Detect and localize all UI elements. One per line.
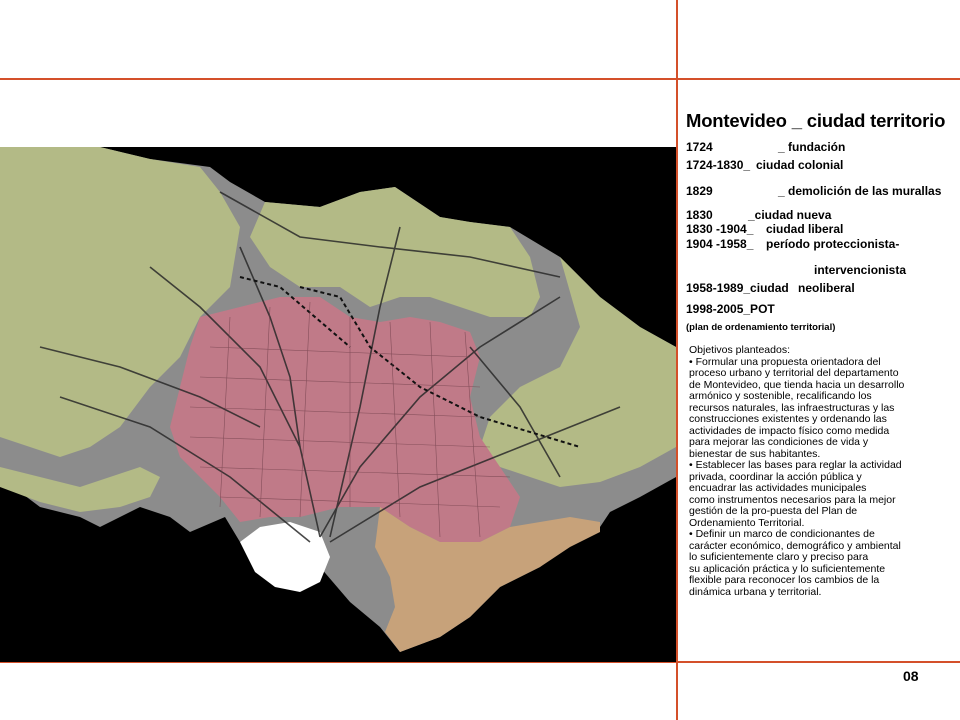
objectives-line: encuadrar las actividades municipales (689, 482, 867, 494)
timeline-entry (686, 184, 941, 198)
timeline-entry (814, 263, 906, 277)
objectives-line: construcciones existentes y ordenando las (689, 413, 887, 425)
timeline-year: 1904 -1958_ (686, 237, 754, 251)
timeline-year: 1998-2005_POT (686, 302, 775, 316)
timeline-event: _ demolición de las murallas (778, 184, 942, 198)
timeline-year: 1958-1989_ciudad (686, 281, 789, 295)
objectives-line: proceso urbano y territorial del departamento (689, 367, 899, 379)
timeline-event: intervencionista (814, 263, 907, 277)
objectives-line: • Formular una propuesta orientadora del (689, 355, 881, 368)
timeline-event: _ fundación (778, 140, 846, 154)
timeline-entry (686, 237, 899, 251)
top-rule (0, 78, 960, 80)
timeline-year: 1830 -1904_ (686, 222, 754, 236)
timeline-entry (686, 302, 775, 316)
timeline-event: _ciudad nueva (748, 208, 832, 222)
objectives-line: • Definir un marco de condicionantes de (689, 528, 875, 540)
objectives-line: Ordenamiento Territorial. (689, 516, 805, 529)
objectives-line: carácter económico, demográfico y ambiental (689, 539, 901, 552)
objectives-line: de Montevideo, que tienda hacia un desarrollo (689, 378, 905, 391)
objectives-line: bienestar de sus habitantes. (689, 447, 821, 460)
timeline-year: 1724-1830_ (686, 158, 751, 172)
objectives-line: para mejorar las condiciones de vida y (689, 436, 869, 448)
objectives-line: armónico y sostenible, recalificando los (689, 390, 872, 402)
timeline-entry (686, 140, 845, 154)
objectives-line: privada, coordinar la acción pública y (689, 470, 862, 483)
vertical-rule (676, 0, 678, 720)
montevideo-zoning-map (0, 147, 676, 662)
objectives-line: flexible para reconocer los cambios de la (689, 574, 880, 586)
timeline-entry (686, 208, 831, 222)
page-title: Montevideo _ ciudad territorio (686, 110, 946, 131)
objectives-line: como instrumentos necesarios para la mejor (689, 493, 896, 506)
timeline-event: ciudad colonial (756, 158, 844, 172)
objectives-line: dinámica urbana y territorial. (689, 585, 822, 598)
timeline-year: 1724 (686, 140, 713, 154)
timeline-event: ciudad liberal (766, 222, 844, 236)
timeline-entry (686, 222, 843, 236)
timeline-year: 1829 (686, 184, 713, 198)
objectives-line: lo suficientemente claro y preciso para (689, 551, 869, 563)
objectives-line: su aplicación práctica y lo suficientemente (689, 562, 886, 575)
page-number: 08 (903, 668, 919, 684)
timeline-entry (686, 158, 843, 172)
timeline-entry (686, 281, 855, 295)
objectives-text (689, 345, 951, 598)
objectives-line: • Establecer las bases para reglar la actividad (689, 459, 902, 471)
objectives-line: actividades de impacto físico como medida (689, 424, 890, 437)
plan-note: (plan de ordenamiento territorial) (686, 322, 836, 333)
objectives-line: recursos naturales, las infraestructuras y las (689, 401, 895, 414)
objectives-line: gestión de la pro-puesta del Plan de (689, 505, 858, 517)
timeline-year: 1830 (686, 208, 713, 222)
objectives-heading: Objetivos planteados: (689, 344, 790, 356)
timeline-event: período proteccionista- (766, 237, 900, 251)
timeline-event: neoliberal (798, 281, 855, 295)
